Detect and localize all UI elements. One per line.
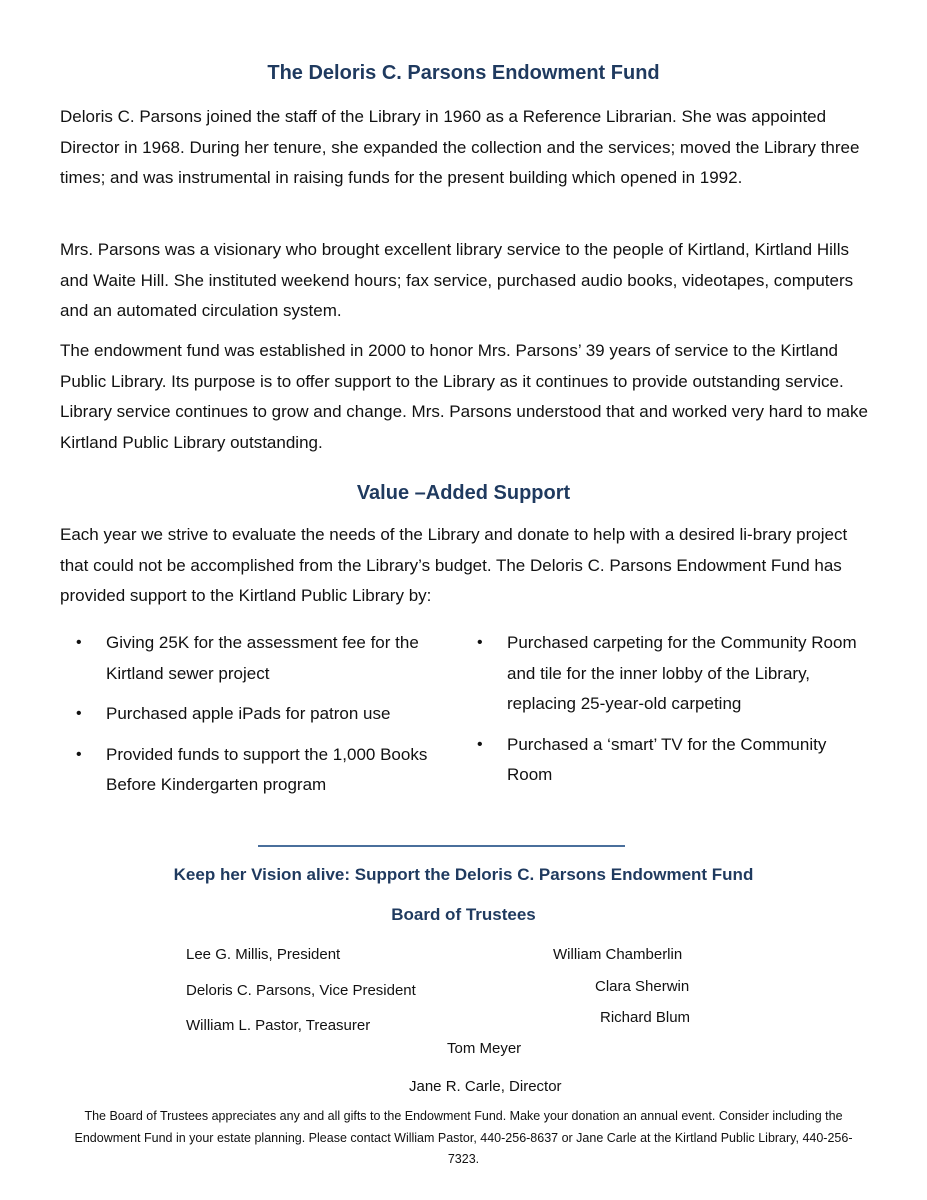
- page-title: The Deloris C. Parsons Endowment Fund: [267, 62, 660, 84]
- list-item: [60, 628, 470, 689]
- bullet-icon: •: [477, 735, 483, 753]
- tagline: Keep her Vision alive: Support the Deloris C. Parsons Endowment Fund: [173, 865, 754, 884]
- list-item-text: Purchased a ‘smart’ TV for the Community Room: [507, 734, 827, 784]
- trustee-name: Deloris C. Parsons, Vice President: [186, 982, 416, 999]
- bullet-icon: •: [76, 745, 82, 763]
- endowment-paragraph: The endowment fund was established in 2000 to honor Mrs. Parsons’ 39 years of service to the Kirtland Public Library. Its purpose is to offer support to the Library as it continues to provide outstanding service. Library service continues to grow and change. Mrs. Parsons understood that and worked very hard to make Kirtland Public Library outstanding.: [60, 341, 868, 452]
- bullet-icon: •: [76, 705, 82, 722]
- trustee-name: Lee G. Millis, President: [186, 946, 341, 963]
- trustee-name: Tom Meyer: [447, 1040, 522, 1057]
- list-item-text: Provided funds to support the 1,000 Books Before Kindergarten program: [106, 744, 428, 794]
- list-item: [461, 730, 861, 791]
- list-item-text: Purchased apple iPads for patron use: [106, 704, 391, 723]
- board-title: Board of Trustees: [391, 905, 536, 924]
- bullet-icon: •: [76, 634, 82, 651]
- list-item-text: Purchased carpeting for the Community Room and tile for the inner lobby of the Library, replacing 25-year-old carpeting: [507, 633, 857, 713]
- list-item: [461, 628, 861, 720]
- trustee-name: William L. Pastor, Treasurer: [186, 1017, 371, 1034]
- footer-note: The Board of Trustees appreciates any and all gifts to the Endowment Fund. Make your donation an annual event. Consider including the Endowment Fund in your estate planning. Please contact William Pastor, 440-256-8637 or Jane Carle at the Kirtland Public Library, 440-256-7323.: [74, 1109, 853, 1166]
- intro-paragraph: Deloris C. Parsons joined the staff of the Library in 1960 as a Reference Librarian. She was appointed Director in 1968. During her tenure, she expanded the collection and the services; moved the Library three times; and was instrumental in raising funds for the present building which opened in 1992.: [60, 107, 860, 187]
- section-title: Value –Added Support: [356, 482, 571, 504]
- list-item: [60, 740, 470, 801]
- trustee-name: Clara Sherwin: [595, 978, 690, 995]
- section-divider: [258, 845, 625, 847]
- list-item: [60, 699, 470, 730]
- trustee-name: Richard Blum: [600, 1009, 691, 1026]
- vision-paragraph: Mrs. Parsons was a visionary who brought excellent library service to the people of Kirtland, Kirtland Hills and Waite Hill. She instituted weekend hours; fax service, purchased audio books, videotapes, computers and an automated circulation system.: [60, 240, 854, 320]
- list-item-text: Giving 25K for the assessment fee for the Kirtland sewer project: [106, 633, 419, 683]
- trustee-name: William Chamberlin: [553, 946, 683, 963]
- director-name: Jane R. Carle, Director: [409, 1078, 562, 1095]
- support-paragraph: Each year we strive to evaluate the needs of the Library and donate to help with a desired li-brary project that could not be accomplished from the Library’s budget. The Deloris C. Parsons Endowment Fund has provided support to the Kirtland Public Library by:: [60, 525, 848, 605]
- bullet-icon: •: [477, 634, 483, 651]
- bullet-list-right: [461, 628, 861, 801]
- bullet-list-left: [60, 628, 470, 811]
